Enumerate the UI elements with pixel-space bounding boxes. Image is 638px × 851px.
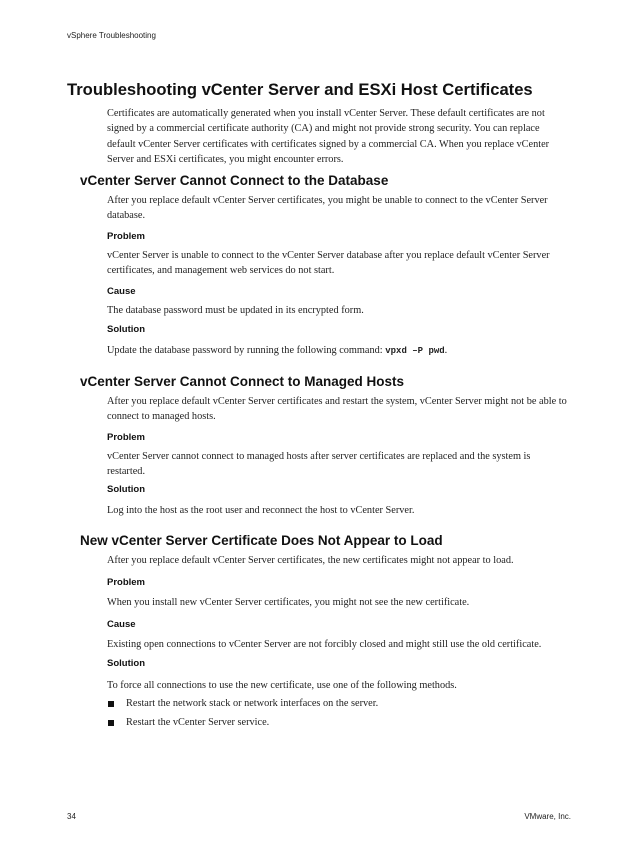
problem-text-database: vCenter Server is unable to connect to the vCenter Server database after you replace default vCenter Server certificates, and management web services do not start. xyxy=(107,250,550,277)
cause-text-certificate-load: Existing open connections to vCenter Server are not forcibly closed and might still use the old certificate. xyxy=(107,639,542,650)
problem-heading-certificate-load: Problem xyxy=(107,577,146,588)
solution-text-certificate-load: To force all connections to use the new certificate, use one of the following methods. xyxy=(107,680,457,691)
section-heading-certificate-load: New vCenter Server Certificate Does Not Appear to Load xyxy=(80,533,443,548)
bullet-square-icon xyxy=(108,701,114,707)
cause-heading-certificate-load: Cause xyxy=(107,619,136,630)
solution-heading-managed-hosts: Solution xyxy=(107,484,145,495)
solution-heading-certificate-load: Solution xyxy=(107,658,145,669)
list-item-text: Restart the vCenter Server service. xyxy=(126,717,270,728)
page-number: 34 xyxy=(67,812,76,821)
list-item xyxy=(107,698,567,709)
cause-heading-database: Cause xyxy=(107,286,136,297)
running-header: vSphere Troubleshooting xyxy=(67,31,156,40)
solution-suffix: . xyxy=(444,345,448,356)
solution-command: vpxd –P pwd xyxy=(385,346,445,356)
section-heading-database: vCenter Server Cannot Connect to the Database xyxy=(80,173,389,188)
page-title: Troubleshooting vCenter Server and ESXi Host Certificates xyxy=(67,80,533,99)
solution-text-database xyxy=(107,343,567,359)
problem-text-managed-hosts: vCenter Server cannot connect to managed hosts after server certificates are replaced and the system is restarted. xyxy=(107,451,531,478)
intro-paragraph: Certificates are automatically generated when you install vCenter Server. These default certificates are not signed by a commercial certificate authority (CA) and might not provide strong security. You can replace default vCenter Server certificates with certificates signed by a commercial CA. When you replace vCenter Server and ESXi certificates, you might encounter errors. xyxy=(107,108,550,166)
solution-text-managed-hosts: Log into the host as the root user and reconnect the host to vCenter Server. xyxy=(107,505,415,516)
running-footer xyxy=(67,812,571,821)
list-item xyxy=(107,717,567,728)
section-intro-managed-hosts: After you replace default vCenter Server certificates and restart the system, vCenter Server might not be able to connect to managed hosts. xyxy=(107,396,567,423)
cause-text-database: The database password must be updated in its encrypted form. xyxy=(107,305,364,316)
problem-heading-managed-hosts: Problem xyxy=(107,432,146,443)
bullet-square-icon xyxy=(108,720,114,726)
section-heading-managed-hosts: vCenter Server Cannot Connect to Managed Hosts xyxy=(80,374,405,389)
section-intro-certificate-load: After you replace default vCenter Server certificates, the new certificates might not appear to load. xyxy=(107,555,514,566)
solution-heading-database: Solution xyxy=(107,324,145,335)
solution-prefix: Update the database password by running the following command: xyxy=(107,345,386,356)
list-item-text: Restart the network stack or network interfaces on the server. xyxy=(126,698,379,709)
footer-company: VMware, Inc. xyxy=(524,812,571,821)
section-intro-database: After you replace default vCenter Server certificates, you might be unable to connect to the vCenter Server database. xyxy=(107,195,548,222)
problem-heading-database: Problem xyxy=(107,231,146,242)
problem-text-certificate-load: When you install new vCenter Server certificates, you might not see the new certificate. xyxy=(107,597,470,608)
